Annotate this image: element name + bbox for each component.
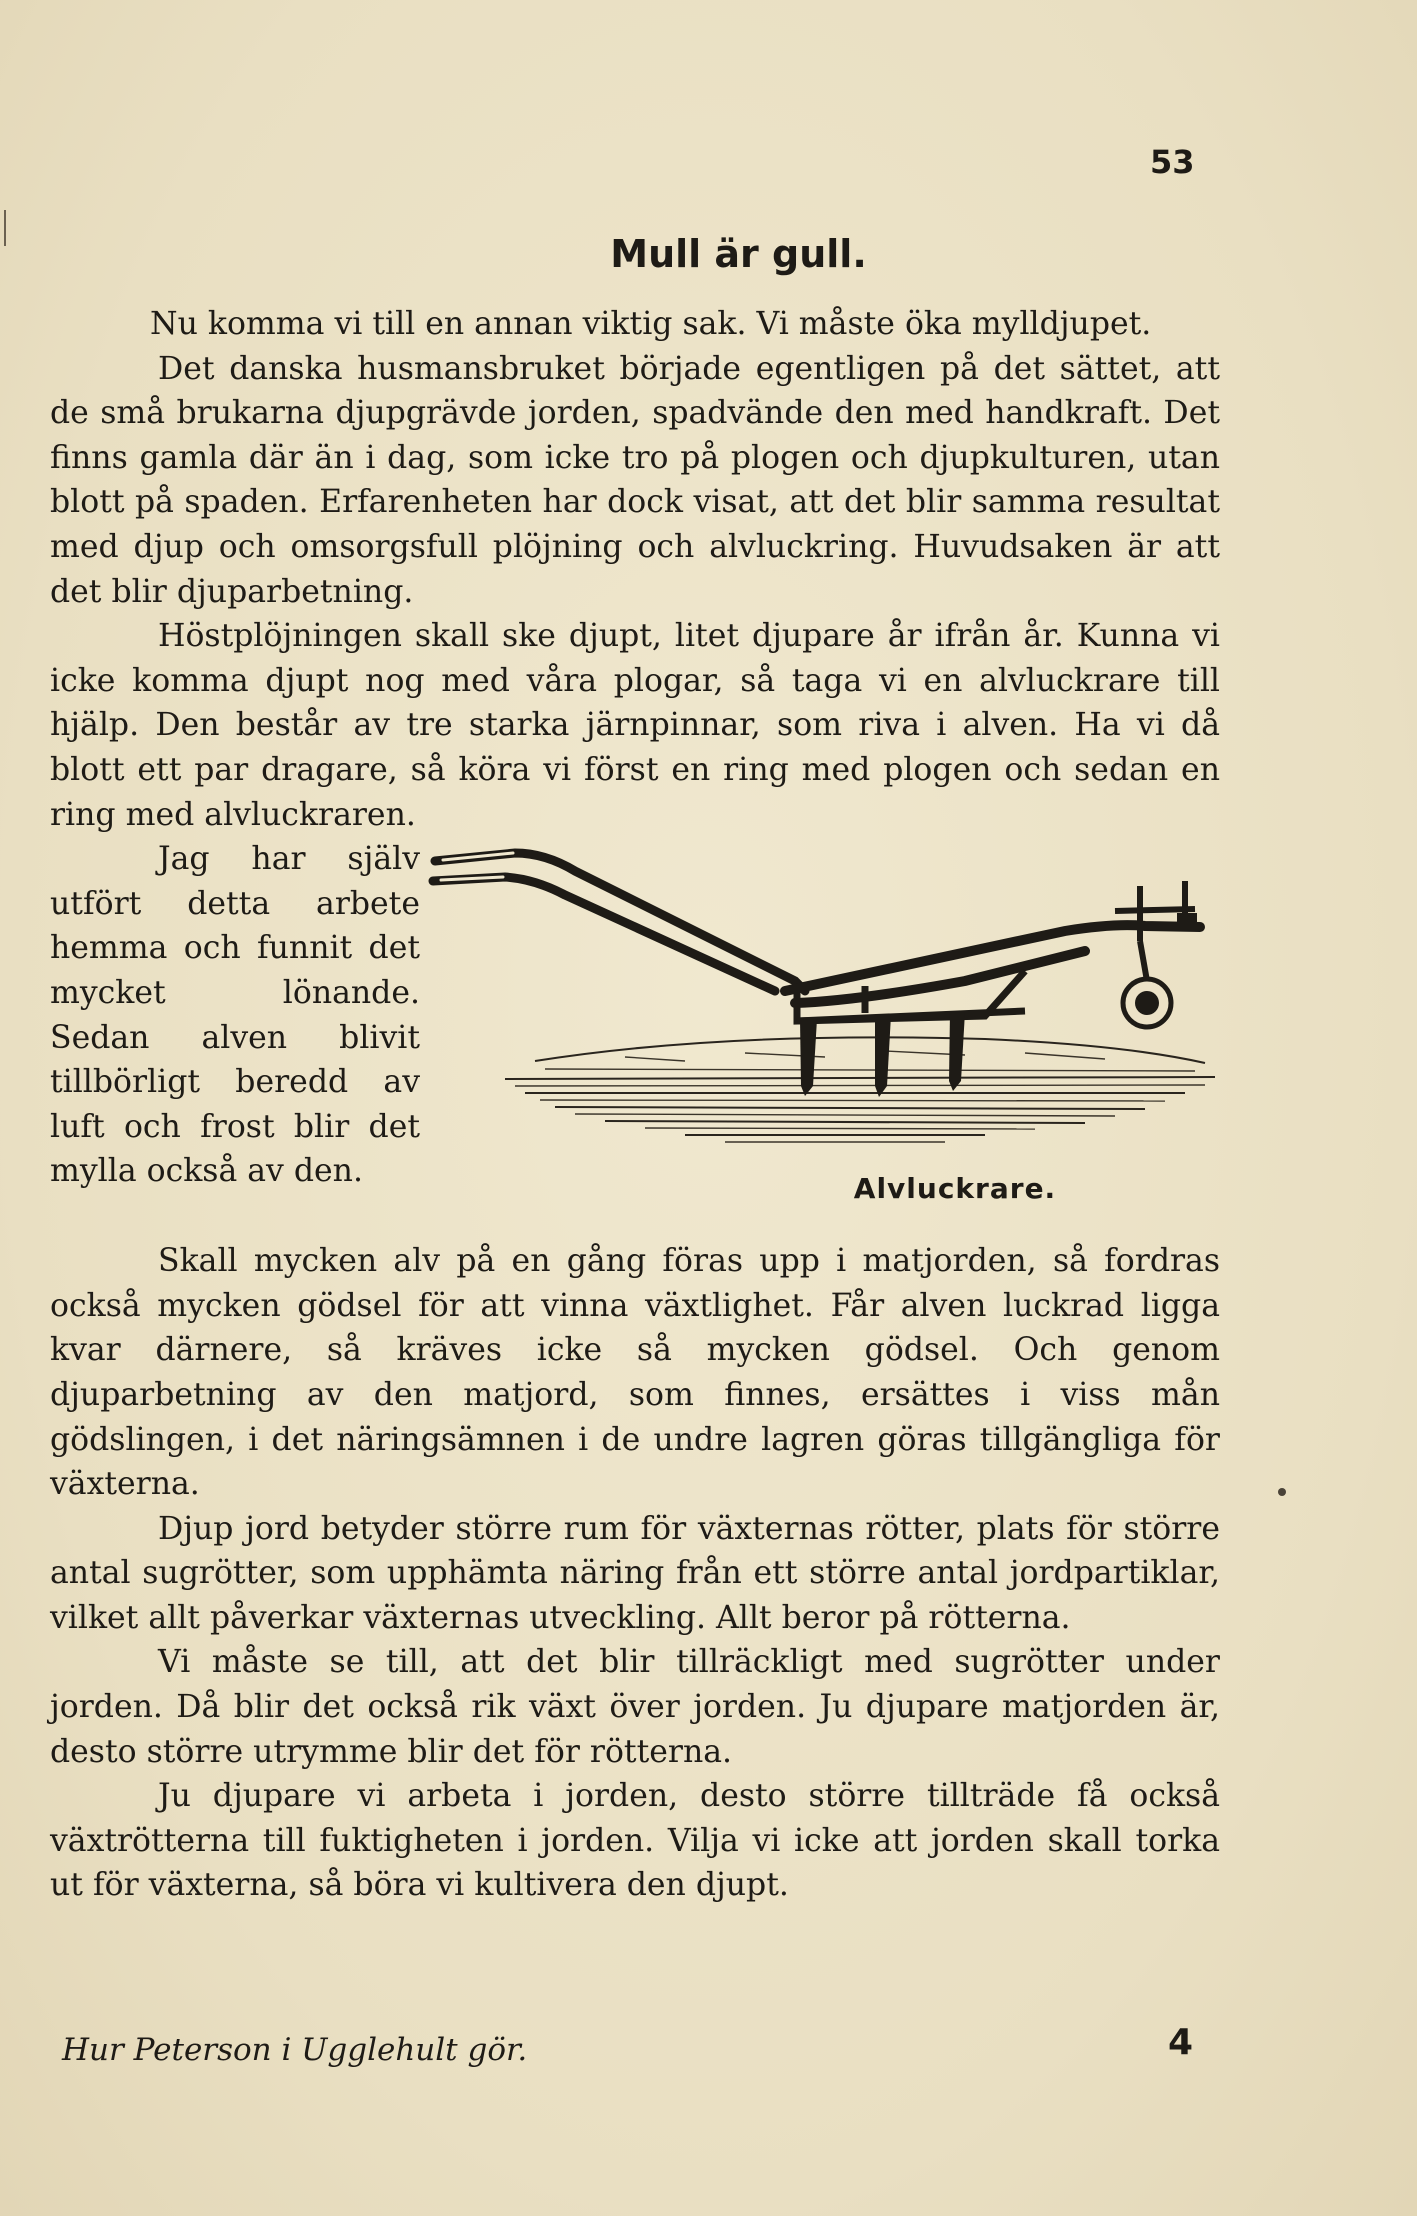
running-footer: Hur Peterson i Ugglehult gör. [62, 2032, 528, 2068]
paragraph: Djup jord betyder större rum för växternas rötter, plats för större antal sugrötter, som upphämta näring från ett större antal jordpartiklar, vilket allt påverkar växternas utveckling. Allt beror på rötterna. [50, 1510, 1220, 1636]
paragraph: Ju djupare vi arbeta i jorden, desto större tillträde få också växtrötterna till fuktigheten i jorden. Vilja vi icke att jorden skall torka ut för växterna, så böra vi kultivera den djupt. [50, 1778, 1220, 1904]
signature-mark: 4 [1168, 2022, 1194, 2063]
paragraph: Det danska husmansbruket började egentligen på det sättet, att de små brukarna djupgrävde jorden, spadvände den med handkraft. Det finns gamla där än i dag, som icke tro på plogen och djupkulturen, utan blott på spaden. Erfarenheten har dock visat, att det blir samma resultat med djup och omsorgsfull plöjning och alvluckring. Huvudsaken är att det blir djuparbetning. [50, 350, 1220, 610]
wrapped-paragraph: Jag har själv utfört detta arbete hemma och funnit det mycket lönande. Sedan alven blivit tillbörligt beredd av luft och frost blir det mylla också av den. [50, 841, 420, 1190]
page-number: 53 [1150, 143, 1195, 181]
paragraph: Skall mycken alv på en gång föras upp i matjorden, så fordras också mycken gödsel för att vinna växtlighet. Får alven luckrad ligga kvar därnere, så kräves icke så mycken gödsel. Och genom djuparbetning av den matjord, som finnes, ersättes i viss mån gödslingen, i det näringsämnen i de undre lagren göras tillgängliga för växterna. [50, 1243, 1220, 1503]
paragraph: Nu komma vi till en annan viktig sak. Vi måste öka mylldjupet. [150, 306, 1152, 342]
paragraph: Höstplöjningen skall ske djupt, litet djupare år ifrån år. Kunna vi icke komma djupt nog med våra plogar, så taga vi en alvluckrare till hjälp. Den består av tre starka järnpinnar, som riva i alven. Ha vi då blott ett par dragare, så köra vi först en ring med plogen och sedan en ring med alvluckraren. [50, 618, 1220, 833]
subsoil-plow-illustration [425, 831, 1265, 1161]
figure [425, 831, 1265, 1221]
paragraph: Vi måste se till, att det blir tillräckligt med sugrötter under jorden. Då blir det också rik växt över jorden. Ju djupare matjorden är, desto större utrymme blir det för rötterna. [50, 1644, 1220, 1770]
chapter-title-text: Mull är gull. [610, 232, 867, 276]
figure-caption: Alvluckrare. [853, 1172, 1057, 1206]
chapter-title [0, 232, 1417, 276]
body-text [50, 302, 1220, 1908]
figure-wrap-block [50, 837, 1220, 1239]
ink-dot [1278, 1488, 1286, 1496]
